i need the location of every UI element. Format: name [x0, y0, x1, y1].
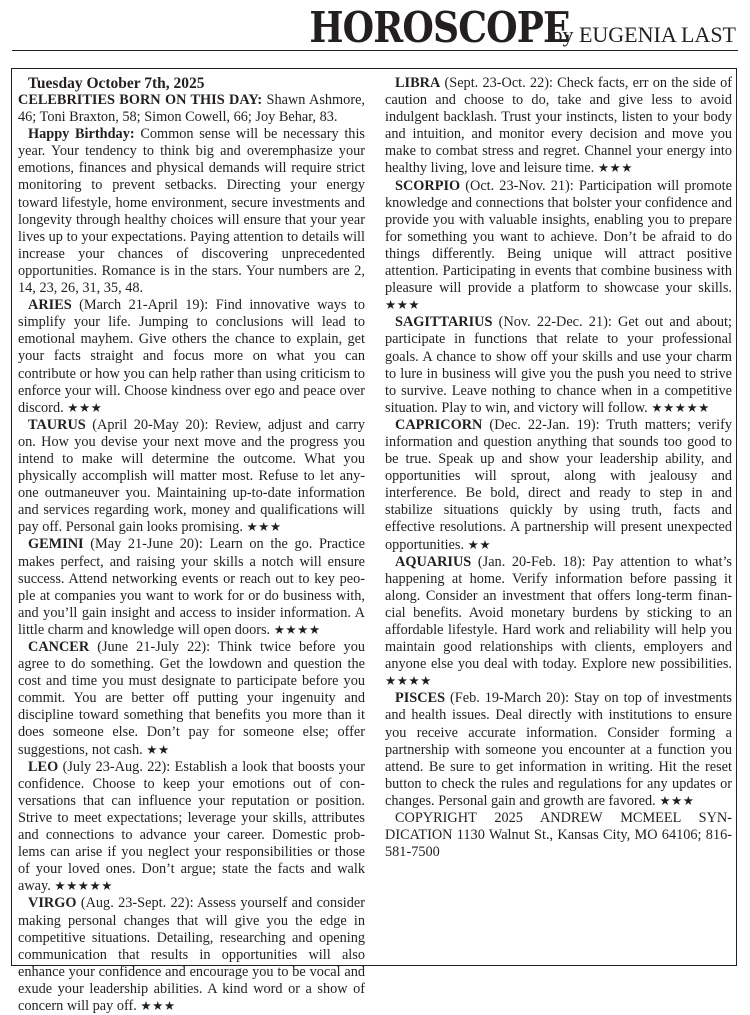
- star-rating: ★★★: [659, 793, 695, 808]
- sign-text: Review, adjust and carry on. How you devise your next move and the progress you intend to make will determine the outcome. What you physically accomplish will matter most. Refuse to let any-one outmaneuver you. Maintaining up-to-date information and services regarding work, money and qualifications will pay off. Personal gain looks promising.: [18, 416, 365, 536]
- sign-dates: (Aug. 23-Sept. 22):: [76, 895, 198, 912]
- sign-dates: (June 21-July 22):: [89, 639, 218, 655]
- sign-name: GEMINI: [28, 536, 84, 553]
- sign-name: LIBRA: [395, 75, 441, 91]
- sign-gemini: [18, 536, 365, 639]
- sign-dates: (Nov. 22-Dec. 21):: [492, 314, 619, 331]
- sign-text: Stay on top of investments and health issues. Deal directly with institutions to ensure you receive accurate information. Consider forming a partnership with someone you encounter at a function you attend. Be sure to get information in writing. Hit the reset button to check the rules and regulations for any updates or changes. Personal gain and growth are favored.: [385, 690, 732, 809]
- sign-libra: [385, 75, 732, 178]
- sign-name: CAPRICORN: [395, 416, 483, 433]
- sign-text: Pay attention to what’s happening at home. Verify information before passing it along. Consider an investment that offers long-term finan-cial benefits. Avoid monetary burdens by sticking to an affordable lifestyle. Hard work and reliability will help you maintain good relationships with clients, employers and anyone else you deal with today. Explore new possibilities.: [385, 553, 732, 673]
- sign-dates: (Feb. 19-March 20):: [445, 690, 575, 707]
- column-frame: [11, 68, 737, 1014]
- sign-name: SCORPIO: [395, 177, 461, 194]
- sign-name: VIRGO: [28, 895, 77, 912]
- star-rating: ★★★: [597, 161, 633, 176]
- star-rating: ★★★★: [385, 674, 432, 689]
- celebrities-text: Shawn Ashmore, 46; Toni Braxton, 58; Simon Cowell, 66; Joy Behar, 83.: [18, 92, 366, 126]
- birthday-text: Common sense will be necessary this year. Your tendency to think big and overemphasize your emotions, finances and physical demands will require strict monitoring to prevent setbacks. Directing your energy toward lifestyle, home environment, secure investments and longevity through healthy choices will ensure that your year lives up to your expectations. Paying attention to details will increase your chances of discovering unprecedented opportunities. Romance is in the stars. Your numbers are 2, 14, 23, 26, 31, 35, 48.: [18, 126, 365, 297]
- star-rating: ★★★★★: [651, 400, 710, 415]
- sign-aquarius: [385, 554, 732, 691]
- star-rating: ★★★: [246, 520, 282, 535]
- sign-taurus: [18, 417, 365, 537]
- date-line: Tuesday October 7th, 2025: [28, 75, 205, 92]
- star-rating: ★★★: [140, 998, 176, 1013]
- copyright-notice: COPYRIGHT 2025 ANDREW MCMEEL SYN-DICATION 1130 Walnut St., Kansas City, MO 64106; 816-581-7500: [385, 810, 732, 861]
- sign-text: Think twice before you agree to do something. Get the lowdown and question the cost and time you must designate to participate before you commit. You are better off putting your ingenuity and discipline toward something that benefits you more than it does someone else. Don’t pay for someone else; offer suggestions, not cash.: [18, 639, 365, 758]
- sign-dates: (Sept. 23-Oct. 22):: [440, 75, 558, 91]
- masthead: [12, 0, 738, 51]
- sign-dates: (July 23-Aug. 22):: [58, 758, 175, 775]
- star-rating: ★★: [467, 537, 492, 552]
- sign-text: Get out and about; participate in functions that relate to your professional goals. A chance to show off your skills and use your charm to lure in business will give you the push you need to strive to survive. Leave nothing to chance when in a competitive situation. Play to win, and victory will follow.: [385, 314, 732, 416]
- page-title: HOROSCOPE: [309, 3, 570, 52]
- sign-dates: (April 20-May 20):: [85, 416, 215, 433]
- star-rating: ★★★★: [273, 622, 321, 637]
- right-column: [385, 75, 732, 861]
- sign-cancer: [18, 639, 365, 759]
- star-rating: ★★★★★: [54, 879, 113, 894]
- sign-name: LEO: [28, 758, 59, 775]
- star-rating: ★★: [146, 742, 170, 757]
- title-group: [267, 3, 736, 52]
- celebrities-paragraph: [18, 92, 365, 126]
- sign-text: Find innovative ways to simplify your life. Jumping to conclusions will lead to emotional mayhem. Give others the chance to explain, get your facts straight and focus more on what you can contribute or how you can help rather than using criticism to enforce your will. Choose kindness over ego and peace over discord.: [18, 297, 366, 416]
- sign-text: Check facts, err on the side of caution and choose to do, take and give less to avoid indulgent backlash. Trust your instincts, listen to your body and intuition, and monitor every decision and move you make to combat stress and regret. Channel your energy into healthy living, love and leisure time.: [385, 75, 732, 177]
- sign-name: ARIES: [28, 297, 72, 314]
- birthday-paragraph: [18, 126, 365, 297]
- sign-name: CANCER: [28, 639, 90, 655]
- sign-dates: (Dec. 22-Jan. 19):: [482, 416, 607, 433]
- sign-aries: [18, 297, 365, 417]
- sign-name: SAGITTARIUS: [395, 314, 493, 331]
- sign-dates: (March 21-April 19):: [71, 297, 216, 314]
- sign-capricorn: [385, 417, 732, 554]
- sign-name: PISCES: [395, 690, 446, 707]
- sign-text: Establish a look that boosts your confidence. Choose to keep your emotions out of con-versations that can influence your reputation or position. Strive to meet expectations; leverage your skills, attributes and connections to advance your career. Domestic prob-lems can arise if you neglect your responsibilities or those of your loved ones. Don’t argue; state the facts and walk away.: [18, 758, 365, 895]
- sign-text: Assess yourself and consider making personal changes that will give you the edge in competitive situations. Detailing, researching and opening communication that results in opportunities will also enhance your confidence and encourage you to be vocal and exude your leadership abilities. A kind word or a show of concern will pay off.: [18, 895, 365, 1014]
- star-rating: ★★★: [67, 400, 103, 415]
- sign-virgo: [18, 895, 365, 1015]
- sign-dates: (May 21-June 20):: [83, 536, 210, 553]
- sign-dates: (Jan. 20-Feb. 18):: [471, 553, 593, 570]
- sign-dates: (Oct. 23-Nov. 21):: [460, 177, 579, 194]
- sign-scorpio: [385, 178, 732, 315]
- sign-name: TAURUS: [28, 416, 86, 433]
- sign-sagittarius: [385, 314, 732, 417]
- sign-name: AQUARIUS: [395, 553, 472, 570]
- birthday-label: Happy Birthday:: [28, 126, 135, 143]
- star-rating: ★★★: [385, 298, 421, 313]
- celebrities-label: CELEBRITIES BORN ON THIS DAY:: [18, 92, 263, 108]
- sign-text: Learn on the go. Practice makes perfect, and raising your skills a notch will ensure success. Attend networking events or reach out to key peo-ple at companies you want to work for or do business with, and you’ll gain insight and access to insider information. A little charm and knowledge will open doors.: [18, 536, 365, 638]
- byline: by EUGENIA LAST: [551, 22, 736, 47]
- sign-text: Truth matters; verify information and question anything that sounds too good to be true. Speak up and show your leadership ability, and opportunities will sprout, along with jealousy and interference. Be bold, direct and ready to step in and stabilize situations quickly by using truth, facts and effective resolutions. A partnership will present unexpected opportunities.: [385, 416, 732, 553]
- left-column: [18, 75, 365, 1015]
- sign-text: Participation will promote knowledge and connections that bolster your confidence and provide you with valuable insights, enabling you to prepare for something you want to achieve. Don’t be afraid to do things differently. Being unique will attract positive attention. Participating in events that combine business with pleasure will provide a platform to showcase your skills.: [385, 177, 732, 297]
- sign-leo: [18, 759, 365, 896]
- sign-pisces: [385, 690, 732, 810]
